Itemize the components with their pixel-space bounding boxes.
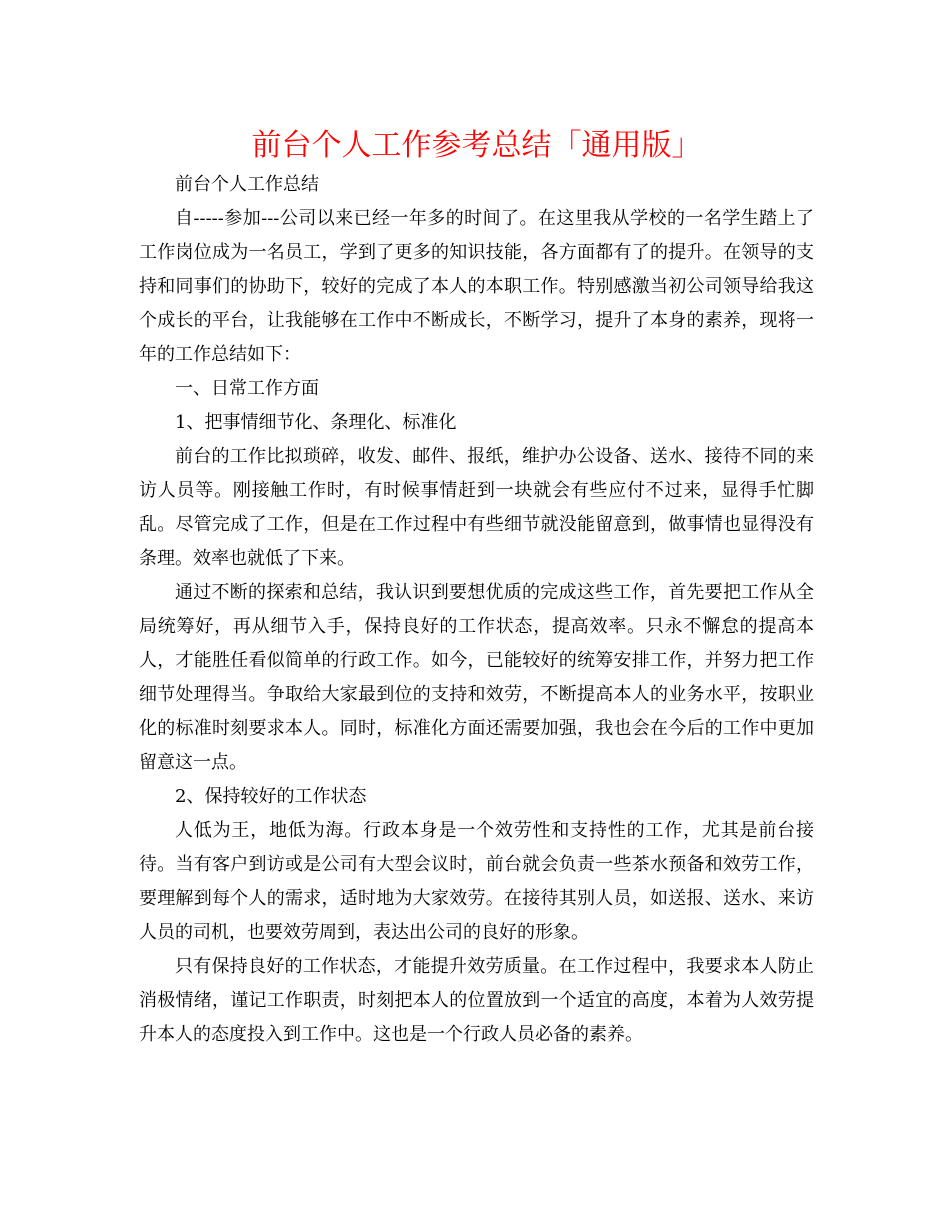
body-paragraph-intro: 自-----参加---公司以来已经一年多的时间了。在这里我从学校的一名学生踏上了工作岗位成为一名员工，学到了更多的知识技能，各方面都有了的提升。在领导的支持和同事们的协助下，较好的完成了本人的本职工作。特别感激当初公司领导给我这个成长的平台，让我能够在工作中不断成长，不断学习，提升了本身的素养，现将一年的工作总结如下：: [139, 208, 814, 365]
body-paragraph-quality: 只有保持良好的工作状态，才能提升效劳质量。在工作过程中，我要求本人防止消极情绪，谨记工作职责，时刻把本人的位置放到一个适宜的高度，本着为人效劳提升本人的态度投入到工作中。这也是一个行政人员必备的素养。: [139, 956, 814, 1045]
document-title: 前台个人工作参考总结「通用版」: [251, 128, 702, 163]
subsection-heading-work-state: 2、保持较好的工作状态: [175, 786, 367, 807]
body-paragraph-service: 人低为王，地低为海。行政本身是一个效劳性和支持性的工作，尤其是前台接待。当有客户到访或是公司有大型会议时，前台就会负责一些茶水预备和效劳工作，要理解到每个人的需求，适时地为大家效劳。在接待其别人员，如送报、送水、来访人员的司机，也要效劳周到，表达出公司的良好的形象。: [139, 820, 814, 943]
body-paragraph-improvement: 通过不断的探索和总结，我认识到要想优质的完成这些工作，首先要把工作从全局统筹好，再从细节入手，保持良好的工作状态，提高效率。只永不懈怠的提高本人，才能胜任看似简单的行政工作。如今，已能较好的统筹安排工作，并努力把工作细节处理得当。争取给大家最到位的支持和效劳，不断提高本人的业务水平，按职业化的标准时刻要求本人。同时，标准化方面还需要加强，我也会在今后的工作中更加留意这一点。: [139, 582, 814, 773]
body-paragraph-reception-tasks: 前台的工作比拟琐碎，收发、邮件、报纸，维护办公设备、送水、接待不同的来访人员等。刚接触工作时，有时候事情赶到一块就会有些应付不过来，显得手忙脚乱。尽管完成了工作，但是在工作过程中有些细节就没能留意到，做事情也显得没有条理。效率也就低了下来。: [139, 446, 814, 569]
subsection-heading-detail: 1、把事情细节化、条理化、标准化: [175, 412, 457, 433]
section-heading-summary: 前台个人工作总结: [175, 174, 319, 195]
section-heading-daily-work: 一、日常工作方面: [175, 378, 319, 399]
document-body: [139, 124, 814, 1052]
